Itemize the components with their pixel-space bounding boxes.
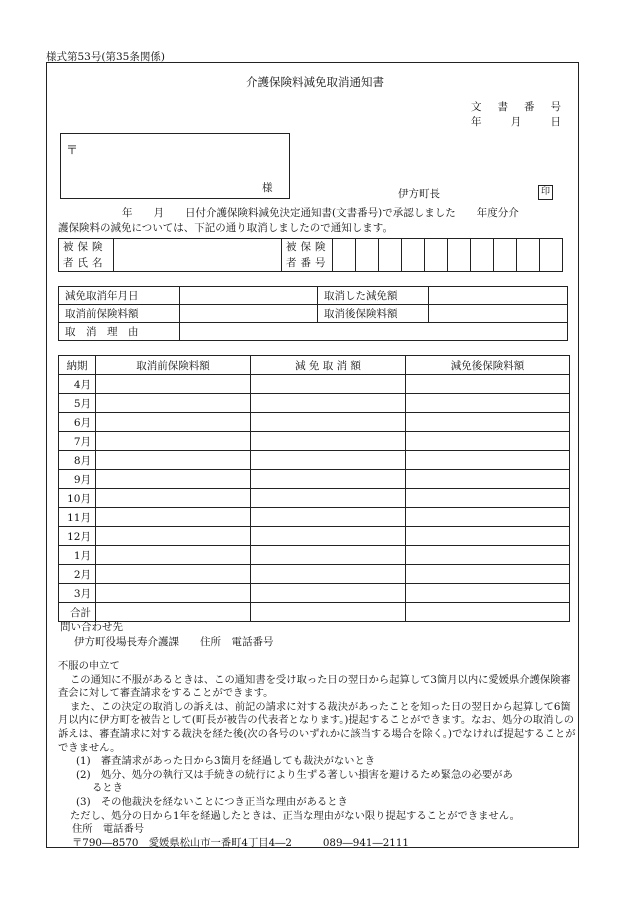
- intro-line-2: 護保険料の減免については、下記の通り取消しましたので通知します。: [58, 222, 393, 234]
- insured-name-label: 被保険 者氏名: [59, 239, 114, 272]
- table-row: [59, 546, 570, 565]
- table-row: [59, 432, 570, 451]
- prior-premium-label: 取消前保険料額: [59, 305, 180, 323]
- reduction-cancel-cell: [251, 565, 406, 584]
- intro-text: [58, 206, 578, 236]
- insured-number-digit: [356, 239, 379, 272]
- table-row: [59, 527, 570, 546]
- prior-amount-cell: [96, 432, 251, 451]
- table-row: [59, 508, 570, 527]
- seal-mark: 印: [538, 185, 553, 200]
- inquiry-department: 伊方町役場長寿介護課 住所 電話番号: [74, 636, 274, 648]
- month-label: 3月: [59, 584, 96, 603]
- month-label: 7月: [59, 432, 96, 451]
- date-day: 日: [550, 116, 561, 128]
- after-amount-cell: [406, 375, 570, 394]
- doc-number-char: 文: [471, 101, 482, 113]
- after-amount-cell: [406, 413, 570, 432]
- month-label: 4月: [59, 375, 96, 394]
- prior-amount-cell: [96, 451, 251, 470]
- insured-number-digit: [471, 239, 494, 272]
- month-label: 9月: [59, 470, 96, 489]
- appeal-paragraph: この通知に不服があるときは、この通知書を受け取った日の翌日から起算して3箇月以内に愛媛県介護保険審査会に対して審査請求をすることができます。: [58, 673, 571, 700]
- reduction-cancel-cell: [251, 413, 406, 432]
- table-row: [59, 584, 570, 603]
- doc-number-char: 書: [497, 101, 508, 113]
- doc-number-char: 号: [550, 101, 561, 113]
- appeal-item: (3) その他裁決を経ないことにつき正当な理由があるとき: [76, 795, 348, 808]
- after-amount-cell: [406, 432, 570, 451]
- after-amount-cell: [406, 489, 570, 508]
- reduction-cancel-cell: [251, 375, 406, 394]
- total-row: [59, 603, 570, 622]
- insured-number-label: 被保険 者番号: [282, 239, 333, 272]
- prior-amount-cell: [96, 375, 251, 394]
- prior-amount-cell: [96, 603, 251, 622]
- reduction-cancel-cell: [251, 584, 406, 603]
- total-label: 合計: [59, 603, 96, 622]
- after-amount-cell: [406, 603, 570, 622]
- appeal-item-continued: るとき: [92, 782, 123, 795]
- honorific: 様: [262, 182, 273, 194]
- after-premium-cell: [429, 305, 568, 323]
- prior-amount-cell: [96, 546, 251, 565]
- inquiry-label: 問い合わせ先: [60, 621, 123, 633]
- after-amount-cell: [406, 394, 570, 413]
- appeal-section: [58, 660, 580, 850]
- insured-number-digit: [425, 239, 448, 272]
- prior-premium-cell: [180, 305, 318, 323]
- table-row: [59, 470, 570, 489]
- reduction-cancel-cell: [251, 527, 406, 546]
- month-label: 10月: [59, 489, 96, 508]
- prior-amount-cell: [96, 394, 251, 413]
- appeal-paragraph: また、この決定の取消しの訴えは、前記の請求に対する裁決があったことを知った日の翌日から起算して6箇月以内に伊方町を被告として(町長が被告の代表者となります。)提起することができます。なお、処分の取消しの訴えは、審査請求に対する裁決を経た後(次の各号のいずれかに該当する場合を除く。)でなければ提起することができません。: [58, 700, 576, 754]
- reduction-cancel-cell: [251, 432, 406, 451]
- month-label: 5月: [59, 394, 96, 413]
- after-amount-cell: [406, 565, 570, 584]
- after-amount-cell: [406, 527, 570, 546]
- insured-number-digit: [379, 239, 402, 272]
- column-header: 取消前保険料額: [96, 356, 251, 375]
- cancellation-date-label: 減免取消年月日: [59, 287, 180, 305]
- cancelled-amount-cell: [429, 287, 568, 305]
- table-row: [59, 375, 570, 394]
- issuer-name: 伊方町長: [398, 188, 440, 200]
- reduction-cancel-cell: [251, 451, 406, 470]
- contact-label: 住所 電話番号: [72, 823, 145, 836]
- address-box: [60, 133, 290, 199]
- appeal-heading: 不服の申立て: [58, 660, 120, 672]
- after-amount-cell: [406, 546, 570, 565]
- appeal-paragraph: ただし、処分の日から1年を経過したときは、正当な理由がない限り提起することができません。: [70, 809, 520, 822]
- reason-label: 取 消 理 由: [59, 323, 180, 341]
- prior-amount-cell: [96, 470, 251, 489]
- after-amount-cell: [406, 508, 570, 527]
- after-amount-cell: [406, 584, 570, 603]
- date-month: 月: [510, 116, 522, 128]
- appeal-item: (2) 処分、処分の執行又は手続きの続行により生ずる著しい損害を避けるため緊急の必要があ: [76, 768, 513, 781]
- table-row: [59, 489, 570, 508]
- month-label: 1月: [59, 546, 96, 565]
- reduction-cancel-cell: [251, 489, 406, 508]
- reduction-cancel-cell: [251, 546, 406, 565]
- table-row: [59, 451, 570, 470]
- insured-number-digit: [333, 239, 356, 272]
- insured-number-digit: [540, 239, 563, 272]
- appeal-item: (1) 審査請求があった日から3箇月を経過しても裁決がないとき: [76, 755, 376, 768]
- reason-cell: [180, 323, 568, 341]
- intro-line-1: 年 月 日付介護保険料減免決定通知書(文書番号)で承認しました 年度分介: [122, 207, 519, 219]
- after-premium-label: 取消後保険料額: [318, 305, 429, 323]
- postal-mark: 〒: [66, 143, 79, 157]
- reduction-cancel-cell: [251, 394, 406, 413]
- month-label: 12月: [59, 527, 96, 546]
- prior-amount-cell: [96, 527, 251, 546]
- cancelled-amount-label: 取消した減免額: [318, 287, 429, 305]
- insured-number-digit: [448, 239, 471, 272]
- column-header: 減免後保険料額: [406, 356, 570, 375]
- prior-amount-cell: [96, 584, 251, 603]
- page-title: 介護保険料減免取消通知書: [246, 75, 384, 89]
- prior-amount-cell: [96, 508, 251, 527]
- after-amount-cell: [406, 470, 570, 489]
- table-row: [59, 565, 570, 584]
- insured-number-digit: [494, 239, 517, 272]
- contact-address: 〒790―8570 愛媛県松山市一番町4丁目4―2 089―941―2111: [72, 836, 409, 849]
- prior-amount-cell: [96, 413, 251, 432]
- prior-amount-cell: [96, 565, 251, 584]
- after-amount-cell: [406, 451, 570, 470]
- month-label: 8月: [59, 451, 96, 470]
- column-header: 納期: [59, 356, 96, 375]
- installment-table: [58, 355, 570, 622]
- reduction-cancel-cell: [251, 603, 406, 622]
- insured-table: [58, 238, 563, 272]
- cancellation-info-table: [58, 286, 568, 341]
- inquiry-section: [60, 620, 274, 650]
- insured-name-cell: [114, 239, 282, 272]
- reduction-cancel-cell: [251, 508, 406, 527]
- reduction-cancel-cell: [251, 470, 406, 489]
- insured-number-digit: [402, 239, 425, 272]
- date-year: 年: [471, 116, 482, 128]
- column-header: 減 免 取 消 額: [251, 356, 406, 375]
- month-label: 2月: [59, 565, 96, 584]
- table-row: [59, 394, 570, 413]
- insured-number-digit: [517, 239, 540, 272]
- month-label: 6月: [59, 413, 96, 432]
- doc-number-char: 番: [524, 101, 535, 113]
- cancellation-date-cell: [180, 287, 318, 305]
- month-label: 11月: [59, 508, 96, 527]
- table-row: [59, 413, 570, 432]
- prior-amount-cell: [96, 489, 251, 508]
- form-label: 様式第53号(第35条関係): [46, 51, 165, 63]
- document-number: [471, 100, 561, 130]
